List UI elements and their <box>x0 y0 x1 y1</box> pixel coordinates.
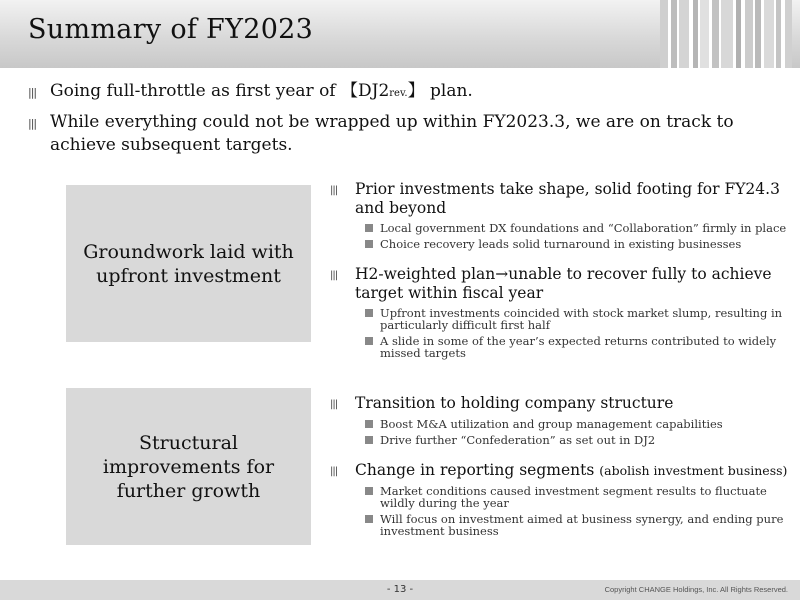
bullet-marker-icon: ||| <box>330 270 338 281</box>
point <box>330 265 790 303</box>
structural-points <box>330 394 790 537</box>
square-bullet-icon <box>365 224 373 232</box>
sub-bullet: Drive further “Confederation” as set out in DJ2 <box>365 434 790 446</box>
square-bullet-icon <box>365 515 373 523</box>
sub-bullet: A slide in some of the year’s expected returns contributed to widely missed targets <box>365 335 790 359</box>
structural-box <box>66 388 311 545</box>
slide-header <box>0 0 800 68</box>
sub-bullet: Boost M&A utilization and group management capabilities <box>365 418 790 430</box>
page-number: - 13 - <box>386 584 414 595</box>
bullet-marker-icon: ||| <box>330 399 338 410</box>
intro-bullet-text: While everything could not be wrapped up within FY2023.3, we are on track to achieve subsequent targets. <box>50 112 734 155</box>
groundwork-points <box>330 180 790 359</box>
sub-bullet: Upfront investments coincided with stock market slump, resulting in particularly difficult first half <box>365 307 790 331</box>
sub-bullet: Will focus on investment aimed at business synergy, and ending pure investment business <box>365 513 790 537</box>
square-bullet-icon <box>365 309 373 317</box>
intro-bullet <box>28 80 768 105</box>
groundwork-box-label: Groundwork laid with upfront investment <box>83 240 294 287</box>
sub-bullet: Local government DX foundations and “Collaboration” firmly in place <box>365 222 790 234</box>
square-bullet-icon <box>365 337 373 345</box>
slide-footer <box>0 580 800 600</box>
point <box>330 394 790 414</box>
sub-bullet: Market conditions caused investment segment results to fluctuate wildly during the year <box>365 485 790 509</box>
point <box>330 461 790 481</box>
header-stripes-decoration <box>660 0 800 68</box>
copyright-notice: Copyright CHANGE Holdings, Inc. All Rights Reserved. <box>604 585 788 594</box>
bullet-marker-icon: ||| <box>330 185 338 196</box>
square-bullet-icon <box>365 436 373 444</box>
groundwork-box <box>66 185 311 342</box>
square-bullet-icon <box>365 487 373 495</box>
bullet-marker-icon: ||| <box>28 117 37 130</box>
sub-bullet: Choice recovery leads solid turnaround in existing businesses <box>365 238 790 250</box>
intro-bullet <box>28 111 768 157</box>
bullet-marker-icon: ||| <box>330 466 338 477</box>
point-title: Change in reporting segments (abolish investment business) <box>355 461 788 479</box>
slide-title: Summary of FY2023 <box>28 14 314 45</box>
square-bullet-icon <box>365 420 373 428</box>
bullet-marker-icon: ||| <box>28 86 37 99</box>
point-title: Prior investments take shape, solid footing for FY24.3 and beyond <box>355 180 780 217</box>
point <box>330 180 790 218</box>
square-bullet-icon <box>365 240 373 248</box>
point-title: Transition to holding company structure <box>355 394 674 412</box>
intro-bullets <box>28 80 768 163</box>
point-title: H2-weighted plan→unable to recover fully to achieve target within fiscal year <box>355 265 772 302</box>
intro-bullet-text: Going full-throttle as first year of 【DJ2rev.】 plan. <box>50 81 473 101</box>
structural-box-label: Structural improvements for further growth <box>102 431 275 502</box>
